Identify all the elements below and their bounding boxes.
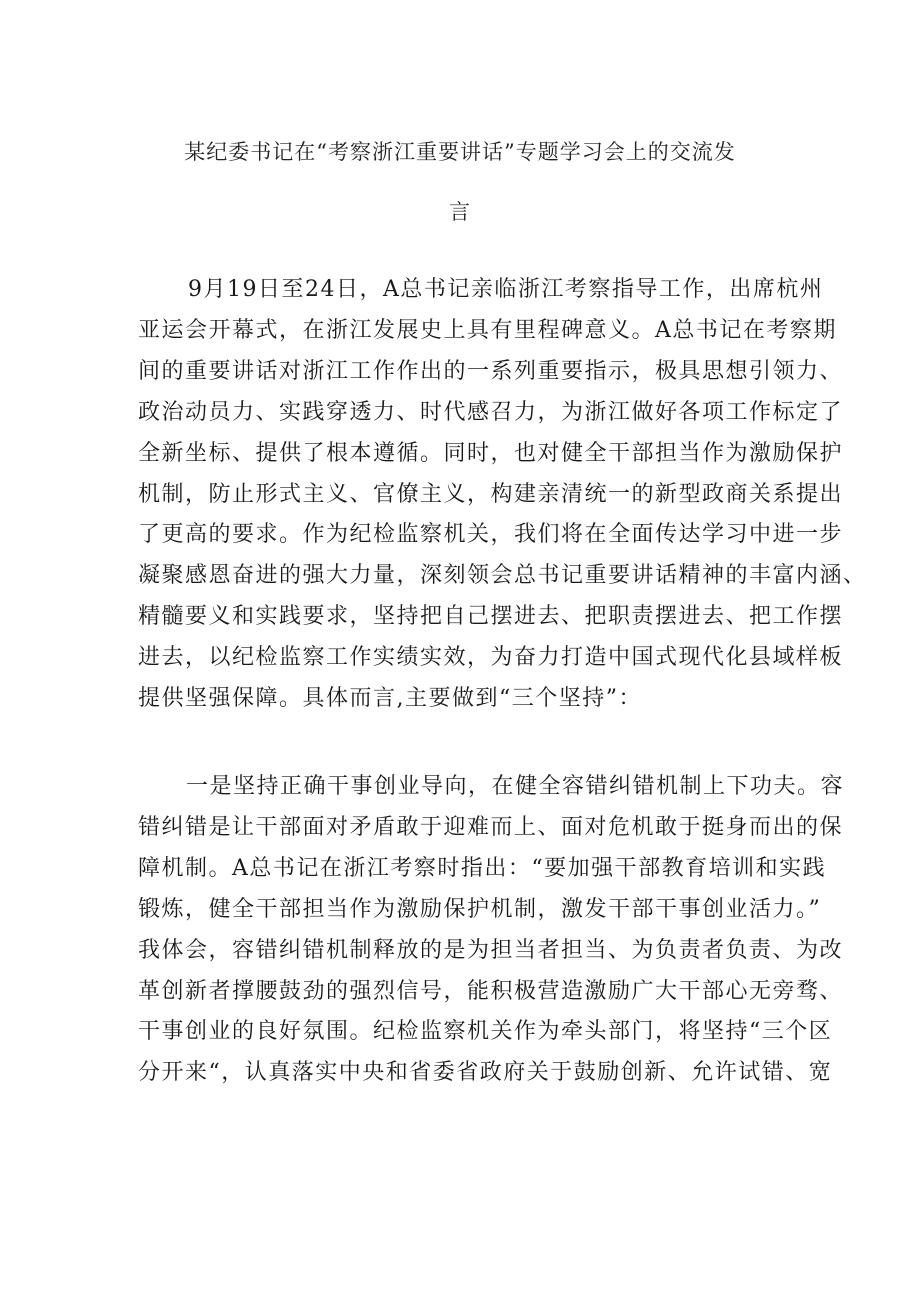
paragraph-1-line-8: 凝聚感恩奋进的强大力量，深刻领会总书记重要讲话精神的丰富内涵、: [138, 563, 867, 589]
paragraph-1-line-10: 进去，以纪检监察工作实绩实效，为奋力打造中国式现代化县域样板: [138, 645, 844, 671]
paragraph-2-line-1: 一是坚持正确干事创业导向，在健全容错纠错机制上下功夫。容: [186, 774, 845, 799]
document-title-line-2: 言: [449, 200, 471, 224]
paragraph-1-line-1: 9月19日至24日，A总书记亲临浙江考察指导工作，出席杭州: [188, 277, 824, 302]
paragraph-1-line-5: 全新坐标、提供了根本遵循。同时，也对健全干部担当作为激励保护: [138, 440, 844, 466]
paragraph-1-line-7: 了更高的要求。作为纪检监察机关，我们将在全面传达学习中进一步: [138, 522, 844, 548]
paragraph-2-line-3: 障机制。A总书记在浙江考察时指出：“要加强干部教育培训和实践: [138, 855, 827, 881]
paragraph-2-line-6: 革创新者撑腰鼓劲的强烈信号，能积极营造激励广大干部心无旁骛、: [138, 978, 844, 1004]
paragraph-2-line-8: 分开来“，认真落实中央和省委省政府关于鼓励创新、允许试错、宽: [138, 1060, 833, 1086]
paragraph-2-line-7: 干事创业的良好氛围。纪检监察机关作为牵头部门，将坚持“三个区: [138, 1019, 833, 1045]
paragraph-1-line-3: 间的重要讲话对浙江工作作出的一系列重要指示，极具思想引领力、: [138, 358, 844, 384]
paragraph-1-line-6: 机制，防止形式主义、官僚主义，构建亲清统一的新型政商关系提出: [138, 481, 844, 507]
paragraph-2-line-5: 我体会，容错纠错机制释放的是为担当者担当、为负责者负责、为改: [138, 937, 844, 963]
document-title-line-1: 某纪委书记在“考察浙江重要讲话”专题学习会上的交流发: [184, 140, 736, 164]
paragraph-1-line-9: 精髓要义和实践要求，坚持把自己摆进去、把职责摆进去、把工作摆: [138, 604, 844, 630]
paragraph-2-line-4: 锻炼，健全干部担当作为激励保护机制，激发干部干事创业活力。”: [138, 896, 822, 922]
paragraph-2-line-2: 错纠错是让干部面对矛盾敢于迎难而上、面对危机敢于挺身而出的保: [138, 814, 844, 840]
paragraph-1-line-4: 政治动员力、实践穿透力、时代感召力，为浙江做好各项工作标定了: [138, 399, 844, 425]
paragraph-1-line-11: 提供坚强保障。具体而言,主要做到“三个坚持”：: [138, 686, 642, 711]
paragraph-1-line-2: 亚运会开幕式，在浙江发展史上具有里程碑意义。A总书记在考察期: [138, 317, 837, 343]
